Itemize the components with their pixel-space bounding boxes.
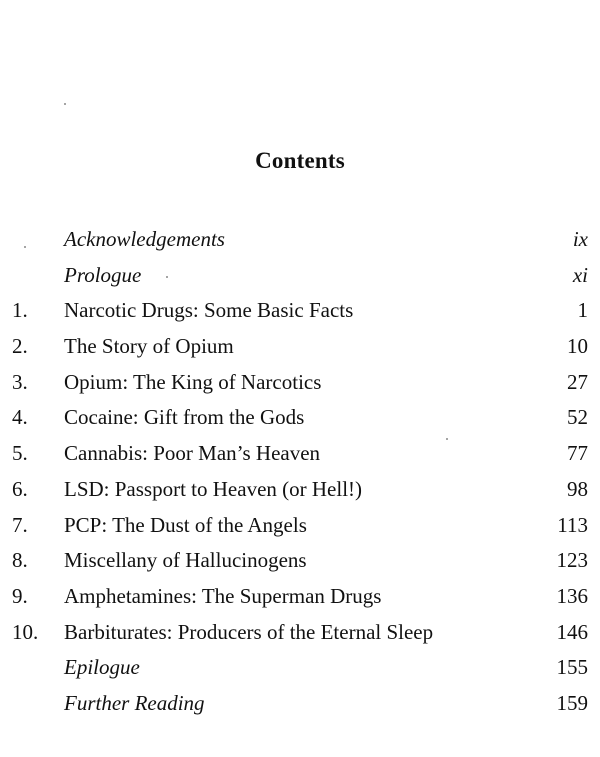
- toc-entry: [0, 222, 600, 258]
- toc-entry-page: 27: [567, 369, 588, 394]
- toc-entry-title: Narcotic Drugs: Some Basic Facts: [64, 298, 354, 323]
- toc-entry-title: Prologue: [64, 262, 142, 287]
- scan-speck: [64, 103, 66, 105]
- toc-entry-page: ix: [572, 227, 588, 251]
- toc-entry-page: 123: [556, 548, 588, 573]
- toc-entry-title: Cannabis: Poor Man’s Heaven: [64, 441, 321, 466]
- toc-entry-title: Opium: The King of Narcotics: [64, 369, 322, 394]
- toc-entry-title: The Story of Opium: [64, 334, 234, 359]
- toc-entry-number: 8.: [12, 548, 28, 573]
- toc-entry-page: 77: [567, 441, 588, 466]
- toc-entry: [0, 258, 600, 294]
- scan-speck: [24, 246, 26, 248]
- toc-entry: [0, 293, 600, 329]
- toc-entry-title: Cocaine: Gift from the Gods: [64, 405, 305, 430]
- toc-entry: [0, 615, 600, 651]
- toc-entry-title: Barbiturates: Producers of the Eternal Sleep: [64, 619, 434, 644]
- toc-entry-number: 10.: [12, 619, 39, 644]
- toc-entry-title: Amphetamines: The Superman Drugs: [64, 583, 382, 608]
- toc-entry-page: 136: [556, 583, 588, 608]
- toc-entry-page: 10: [567, 334, 588, 359]
- toc-entry-number: 5.: [12, 441, 28, 466]
- toc-entry: [0, 329, 600, 365]
- toc-entry-page: 52: [567, 405, 588, 430]
- toc-entry: [0, 400, 600, 436]
- toc-entry-number: 4.: [12, 405, 28, 430]
- toc-entry-title: PCP: The Dust of the Angels: [64, 512, 307, 537]
- toc-entry-number: 6.: [12, 476, 28, 501]
- table-of-contents: [0, 222, 600, 722]
- toc-entry-number: 7.: [12, 512, 28, 537]
- toc-entry: [0, 579, 600, 615]
- toc-entry-title: LSD: Passport to Heaven (or Hell!): [64, 476, 363, 501]
- toc-entry: [0, 436, 600, 472]
- toc-entry-page: 159: [556, 690, 588, 715]
- toc-entry: [0, 472, 600, 508]
- toc-entry: [0, 543, 600, 579]
- toc-entry-title: Miscellany of Hallucinogens: [64, 548, 307, 573]
- toc-entry-title: Acknowledgements: [64, 227, 225, 251]
- toc-entry: [0, 508, 600, 544]
- scan-speck: [446, 438, 448, 440]
- toc-entry-number: 3.: [12, 369, 28, 394]
- toc-entry-number: 9.: [12, 583, 28, 608]
- toc-entry-page: 1: [577, 298, 588, 323]
- toc-entry-number: 2.: [12, 334, 28, 359]
- toc-entry-page: 98: [567, 476, 588, 501]
- toc-entry-page: 113: [557, 512, 588, 537]
- toc-entry-page: 155: [556, 655, 588, 680]
- toc-entry-title: Further Reading: [64, 690, 205, 715]
- toc-entry: [0, 365, 600, 401]
- toc-entry: [0, 686, 600, 722]
- scan-speck: [166, 276, 168, 278]
- toc-entry-number: 1.: [12, 298, 28, 323]
- toc-entry-page: 146: [556, 619, 588, 644]
- toc-entry-page: xi: [572, 262, 588, 287]
- toc-entry-title: Epilogue: [64, 655, 140, 680]
- toc-entry: [0, 650, 600, 686]
- page-title: Contents: [255, 148, 345, 173]
